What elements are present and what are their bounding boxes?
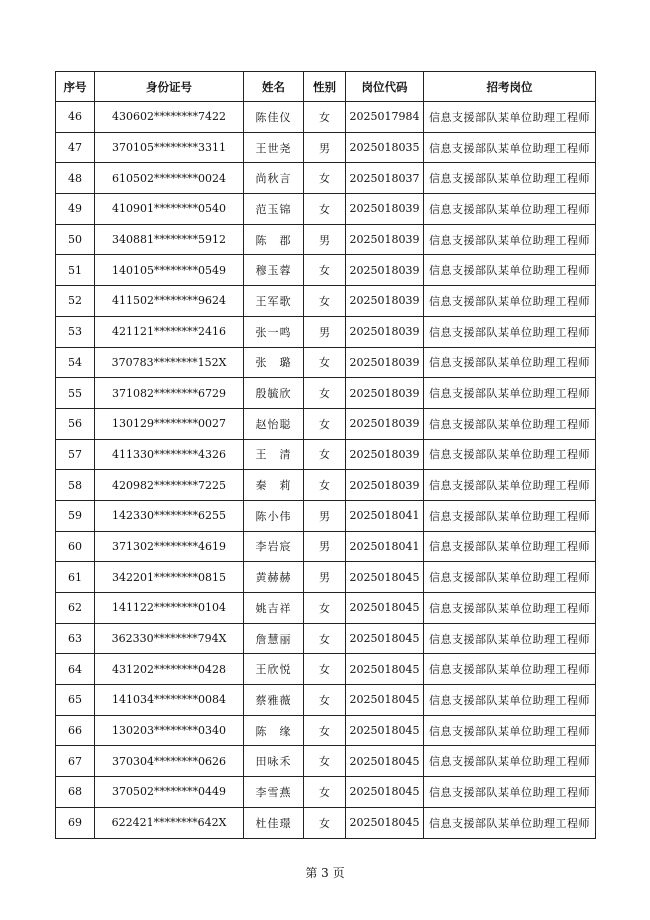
cell-seq: 59 (56, 500, 95, 531)
table-row (56, 132, 596, 163)
cell-gender: 女 (304, 439, 346, 470)
cell-id-number: 340881********5912 (95, 224, 244, 255)
cell-name: 张 璐 (244, 347, 304, 378)
cell-id-number: 141034********0084 (95, 685, 244, 716)
cell-name: 赵怡聪 (244, 408, 304, 439)
cell-gender: 女 (304, 163, 346, 194)
table-row (56, 378, 596, 409)
cell-name: 殷毓欣 (244, 378, 304, 409)
table-row (56, 316, 596, 347)
cell-gender: 女 (304, 777, 346, 808)
cell-position: 信息支援部队某单位助理工程师 (424, 347, 596, 378)
cell-gender: 女 (304, 347, 346, 378)
table-row (56, 163, 596, 194)
cell-position-code: 2025018045 (346, 777, 424, 808)
cell-gender: 女 (304, 807, 346, 838)
cell-name: 王 清 (244, 439, 304, 470)
cell-gender: 男 (304, 562, 346, 593)
table-row (56, 102, 596, 133)
cell-seq: 55 (56, 378, 95, 409)
table-row (56, 347, 596, 378)
cell-name: 杜佳璟 (244, 807, 304, 838)
cell-gender: 男 (304, 316, 346, 347)
cell-id-number: 140105********0549 (95, 255, 244, 286)
cell-gender: 女 (304, 593, 346, 624)
cell-position: 信息支援部队某单位助理工程师 (424, 194, 596, 225)
table-row (56, 439, 596, 470)
cell-position: 信息支援部队某单位助理工程师 (424, 286, 596, 317)
cell-gender: 女 (304, 470, 346, 501)
cell-id-number: 371302********4619 (95, 531, 244, 562)
table-row (56, 224, 596, 255)
header-name: 姓名 (244, 72, 304, 102)
cell-position: 信息支援部队某单位助理工程师 (424, 439, 596, 470)
cell-position-code: 2025018039 (346, 347, 424, 378)
cell-gender: 女 (304, 715, 346, 746)
cell-position-code: 2025018045 (346, 562, 424, 593)
cell-name: 李岩宸 (244, 531, 304, 562)
cell-position: 信息支援部队某单位助理工程师 (424, 715, 596, 746)
cell-position-code: 2025018045 (346, 593, 424, 624)
cell-seq: 66 (56, 715, 95, 746)
cell-seq: 69 (56, 807, 95, 838)
header-seq: 序号 (56, 72, 95, 102)
table-row (56, 777, 596, 808)
cell-id-number: 141122********0104 (95, 593, 244, 624)
table-row (56, 470, 596, 501)
cell-position-code: 2025018039 (346, 224, 424, 255)
cell-name: 王欣悦 (244, 654, 304, 685)
cell-position: 信息支援部队某单位助理工程师 (424, 746, 596, 777)
table-row (56, 562, 596, 593)
table-row (56, 623, 596, 654)
header-position: 招考岗位 (424, 72, 596, 102)
table-header (56, 72, 596, 102)
cell-name: 陈 郡 (244, 224, 304, 255)
cell-gender: 女 (304, 408, 346, 439)
cell-seq: 57 (56, 439, 95, 470)
table-row (56, 807, 596, 838)
cell-name: 王世尧 (244, 132, 304, 163)
table-row (56, 685, 596, 716)
cell-name: 张一鸣 (244, 316, 304, 347)
cell-gender: 女 (304, 685, 346, 716)
cell-position: 信息支援部队某单位助理工程师 (424, 224, 596, 255)
cell-seq: 47 (56, 132, 95, 163)
cell-position-code: 2025018039 (346, 316, 424, 347)
cell-gender: 男 (304, 132, 346, 163)
roster-table (55, 71, 596, 839)
cell-name: 黄赫赫 (244, 562, 304, 593)
cell-position-code: 2025018041 (346, 531, 424, 562)
cell-name: 陈佳仪 (244, 102, 304, 133)
cell-seq: 46 (56, 102, 95, 133)
cell-position-code: 2025018041 (346, 500, 424, 531)
cell-position-code: 2025018045 (346, 654, 424, 685)
cell-position-code: 2025018045 (346, 685, 424, 716)
table-row (56, 531, 596, 562)
page-number: 第 3 页 (305, 866, 345, 880)
cell-position: 信息支援部队某单位助理工程师 (424, 408, 596, 439)
cell-id-number: 371082********6729 (95, 378, 244, 409)
header-id-number: 身份证号 (95, 72, 244, 102)
cell-seq: 48 (56, 163, 95, 194)
cell-seq: 62 (56, 593, 95, 624)
cell-seq: 51 (56, 255, 95, 286)
cell-id-number: 130203********0340 (95, 715, 244, 746)
cell-position-code: 2025018039 (346, 470, 424, 501)
table-row (56, 715, 596, 746)
cell-id-number: 622421********642X (95, 807, 244, 838)
header-position-code: 岗位代码 (346, 72, 424, 102)
cell-position-code: 2025017984 (346, 102, 424, 133)
cell-id-number: 610502********0024 (95, 163, 244, 194)
cell-position-code: 2025018045 (346, 746, 424, 777)
cell-position-code: 2025018039 (346, 194, 424, 225)
cell-seq: 54 (56, 347, 95, 378)
cell-name: 陈 缘 (244, 715, 304, 746)
cell-name: 秦 莉 (244, 470, 304, 501)
cell-id-number: 342201********0815 (95, 562, 244, 593)
cell-gender: 男 (304, 224, 346, 255)
cell-position: 信息支援部队某单位助理工程师 (424, 500, 596, 531)
cell-position: 信息支援部队某单位助理工程师 (424, 685, 596, 716)
cell-seq: 64 (56, 654, 95, 685)
cell-seq: 65 (56, 685, 95, 716)
cell-id-number: 411330********4326 (95, 439, 244, 470)
table-row (56, 286, 596, 317)
cell-position-code: 2025018037 (346, 163, 424, 194)
cell-id-number: 430602********7422 (95, 102, 244, 133)
cell-gender: 女 (304, 255, 346, 286)
table-row (56, 654, 596, 685)
cell-position: 信息支援部队某单位助理工程师 (424, 562, 596, 593)
cell-id-number: 431202********0428 (95, 654, 244, 685)
cell-id-number: 362330********794X (95, 623, 244, 654)
cell-position: 信息支援部队某单位助理工程师 (424, 593, 596, 624)
cell-position: 信息支援部队某单位助理工程师 (424, 531, 596, 562)
cell-position: 信息支援部队某单位助理工程师 (424, 378, 596, 409)
cell-name: 李雪燕 (244, 777, 304, 808)
cell-position-code: 2025018039 (346, 408, 424, 439)
cell-position-code: 2025018035 (346, 132, 424, 163)
cell-gender: 男 (304, 531, 346, 562)
cell-id-number: 410901********0540 (95, 194, 244, 225)
cell-position: 信息支援部队某单位助理工程师 (424, 470, 596, 501)
table-body (56, 102, 596, 839)
table-row (56, 500, 596, 531)
table-row (56, 746, 596, 777)
cell-position: 信息支援部队某单位助理工程师 (424, 102, 596, 133)
cell-gender: 女 (304, 378, 346, 409)
cell-name: 田咏禾 (244, 746, 304, 777)
cell-position-code: 2025018045 (346, 807, 424, 838)
cell-gender: 女 (304, 746, 346, 777)
cell-id-number: 420982********7225 (95, 470, 244, 501)
cell-seq: 49 (56, 194, 95, 225)
cell-position-code: 2025018045 (346, 715, 424, 746)
cell-seq: 60 (56, 531, 95, 562)
cell-id-number: 411502********9624 (95, 286, 244, 317)
cell-position-code: 2025018039 (346, 439, 424, 470)
header-row (56, 72, 596, 102)
cell-position: 信息支援部队某单位助理工程师 (424, 316, 596, 347)
cell-id-number: 130129********0027 (95, 408, 244, 439)
header-gender: 性别 (304, 72, 346, 102)
table-row (56, 194, 596, 225)
cell-position-code: 2025018039 (346, 255, 424, 286)
cell-gender: 女 (304, 194, 346, 225)
cell-name: 穆玉蓉 (244, 255, 304, 286)
table-row (56, 255, 596, 286)
cell-position: 信息支援部队某单位助理工程师 (424, 777, 596, 808)
cell-position: 信息支援部队某单位助理工程师 (424, 255, 596, 286)
cell-position: 信息支援部队某单位助理工程师 (424, 654, 596, 685)
cell-gender: 女 (304, 102, 346, 133)
cell-seq: 56 (56, 408, 95, 439)
cell-seq: 50 (56, 224, 95, 255)
cell-name: 尚秋言 (244, 163, 304, 194)
table-row (56, 593, 596, 624)
cell-id-number: 370502********0449 (95, 777, 244, 808)
cell-name: 王军歌 (244, 286, 304, 317)
cell-seq: 52 (56, 286, 95, 317)
cell-id-number: 370304********0626 (95, 746, 244, 777)
cell-seq: 63 (56, 623, 95, 654)
cell-id-number: 421121********2416 (95, 316, 244, 347)
cell-seq: 58 (56, 470, 95, 501)
cell-name: 蔡雅薇 (244, 685, 304, 716)
cell-gender: 男 (304, 500, 346, 531)
cell-position: 信息支援部队某单位助理工程师 (424, 807, 596, 838)
cell-position: 信息支援部队某单位助理工程师 (424, 623, 596, 654)
cell-seq: 68 (56, 777, 95, 808)
cell-position-code: 2025018045 (346, 623, 424, 654)
cell-gender: 女 (304, 654, 346, 685)
table-row (56, 408, 596, 439)
cell-id-number: 142330********6255 (95, 500, 244, 531)
cell-name: 姚吉祥 (244, 593, 304, 624)
cell-seq: 53 (56, 316, 95, 347)
cell-gender: 女 (304, 623, 346, 654)
cell-name: 范玉锦 (244, 194, 304, 225)
cell-position: 信息支援部队某单位助理工程师 (424, 163, 596, 194)
cell-name: 陈小伟 (244, 500, 304, 531)
cell-gender: 女 (304, 286, 346, 317)
cell-position: 信息支援部队某单位助理工程师 (424, 132, 596, 163)
cell-seq: 61 (56, 562, 95, 593)
cell-id-number: 370783********152X (95, 347, 244, 378)
cell-position-code: 2025018039 (346, 286, 424, 317)
cell-position-code: 2025018039 (346, 378, 424, 409)
cell-id-number: 370105********3311 (95, 132, 244, 163)
cell-seq: 67 (56, 746, 95, 777)
cell-name: 詹慧丽 (244, 623, 304, 654)
